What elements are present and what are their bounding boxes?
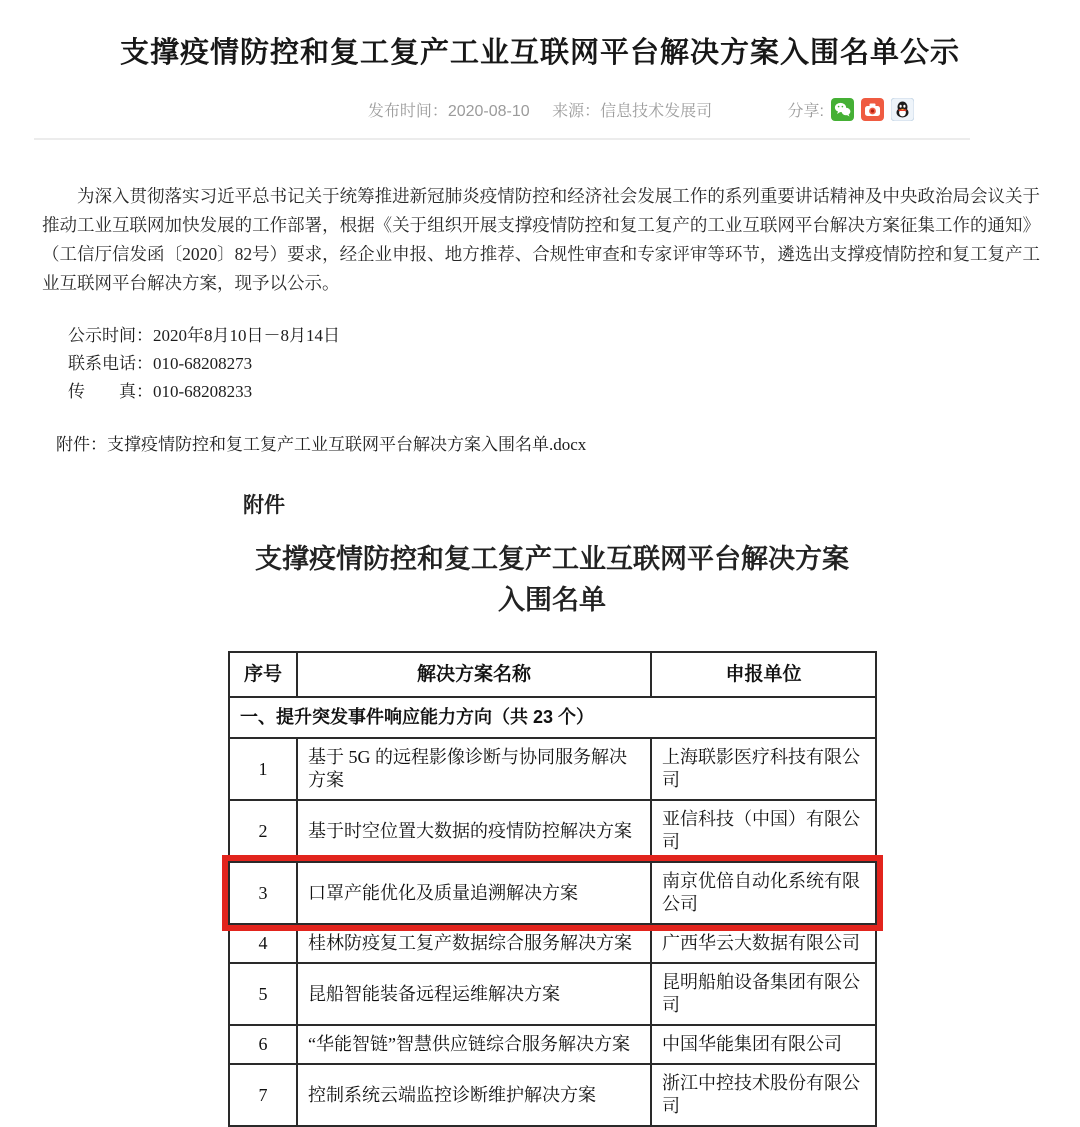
applicant-cell: 南京优倍自动化系统有限公司 [651,862,876,924]
share-bar [788,98,914,121]
annex-doc-title-line1: 支撑疫情防控和复工复产工业互联网平台解决方案 [255,544,849,574]
row-number-cell: 5 [229,963,297,1025]
meta-row [0,98,1080,124]
notice-period: 公示时间：2020年8月10日－8月14日 [68,326,340,345]
publish-time: 发布时间：2020-08-10 [367,103,530,120]
intro-paragraph: 为深入贯彻落实习近平总书记关于统筹推进新冠肺炎疫情防控和经济社会发展工作的系列重要讲话精神及中央政治局会议关于推动工业互联网加快发展的工作部署，根据《关于组织开展支撑疫情防控和复工复产的工业互联网平台解决方案征集工作的通知》（工信厅信发函〔2020〕82号）要求，经企业申报、地方推荐、合规性审查和专家评审等环节，遴选出支撑疫情防控和复工复产工业互联网平台解决方案，现予以公示。 [42,186,1040,293]
shortlist-table [228,651,877,1127]
row-number-cell: 7 [229,1064,297,1126]
table-section-row [229,697,876,738]
contact-phone: 联系电话：010-68208273 [68,354,253,373]
contact-block [68,322,1080,406]
page-header [0,0,1080,140]
attachment-link[interactable]: 附件：支撑疫情防控和复工复产工业互联网平台解决方案入围名单.docx [56,435,587,454]
solution-name-cell: 基于时空位置大数据的疫情防控解决方案 [297,800,651,862]
share-label: 分享: [787,103,824,120]
annex-doc-title [230,539,874,621]
annex-label: 附件 [243,494,285,517]
source: 来源：信息技术发展司 [552,103,713,120]
applicant-cell: 上海联影医疗科技有限公司 [651,738,876,800]
table-header-row [229,652,876,697]
contact-fax: 传 真：010-68208233 [68,382,253,401]
solution-name-cell: “华能智链”智慧供应链综合服务解决方案 [297,1025,651,1064]
solution-name-cell: 桂林防疫复工复产数据综合服务解决方案 [297,924,651,963]
header-cell-applicant: 申报单位 [651,652,876,697]
header-cell-solution: 解决方案名称 [297,652,651,697]
row-number-cell: 6 [229,1025,297,1064]
solution-name-cell: 口罩产能优化及质量追溯解决方案 [297,862,651,924]
annex-doc-title-line2: 入围名单 [498,585,606,615]
table-row [229,963,876,1025]
applicant-cell: 中国华能集团有限公司 [651,1025,876,1064]
row-number-cell: 2 [229,800,297,862]
wechat-icon[interactable] [831,98,854,121]
applicant-cell: 浙江中控技术股份有限公司 [651,1064,876,1126]
solution-name-cell: 控制系统云端监控诊断维护解决方案 [297,1064,651,1126]
row-number-cell: 1 [229,738,297,800]
header-cell-no: 序号 [229,652,297,697]
table-row [229,924,876,963]
qq-icon[interactable] [891,98,914,121]
table-row [229,800,876,862]
annex-table-body [229,697,876,1126]
annex-section [0,489,1080,1127]
solution-name-cell: 昆船智能装备远程运维解决方案 [297,963,651,1025]
applicant-cell: 亚信科技（中国）有限公司 [651,800,876,862]
table-row [229,862,876,924]
applicant-cell: 广西华云大数据有限公司 [651,924,876,963]
weibo-icon[interactable] [861,98,884,121]
row-number-cell: 4 [229,924,297,963]
table-row [229,1025,876,1064]
table-row [229,1064,876,1126]
solution-name-cell: 基于 5G 的远程影像诊断与协同服务解决方案 [297,738,651,800]
row-number-cell: 3 [229,862,297,924]
section-title: 一、提升突发事件响应能力方向（共 23 个） [229,697,876,738]
applicant-cell: 昆明船舶设备集团有限公司 [651,963,876,1025]
table-row [229,738,876,800]
header-divider [34,138,970,140]
page-title: 支撑疫情防控和复工复产工业互联网平台解决方案入围名单公示 [119,37,960,69]
article-body [0,182,1080,1127]
